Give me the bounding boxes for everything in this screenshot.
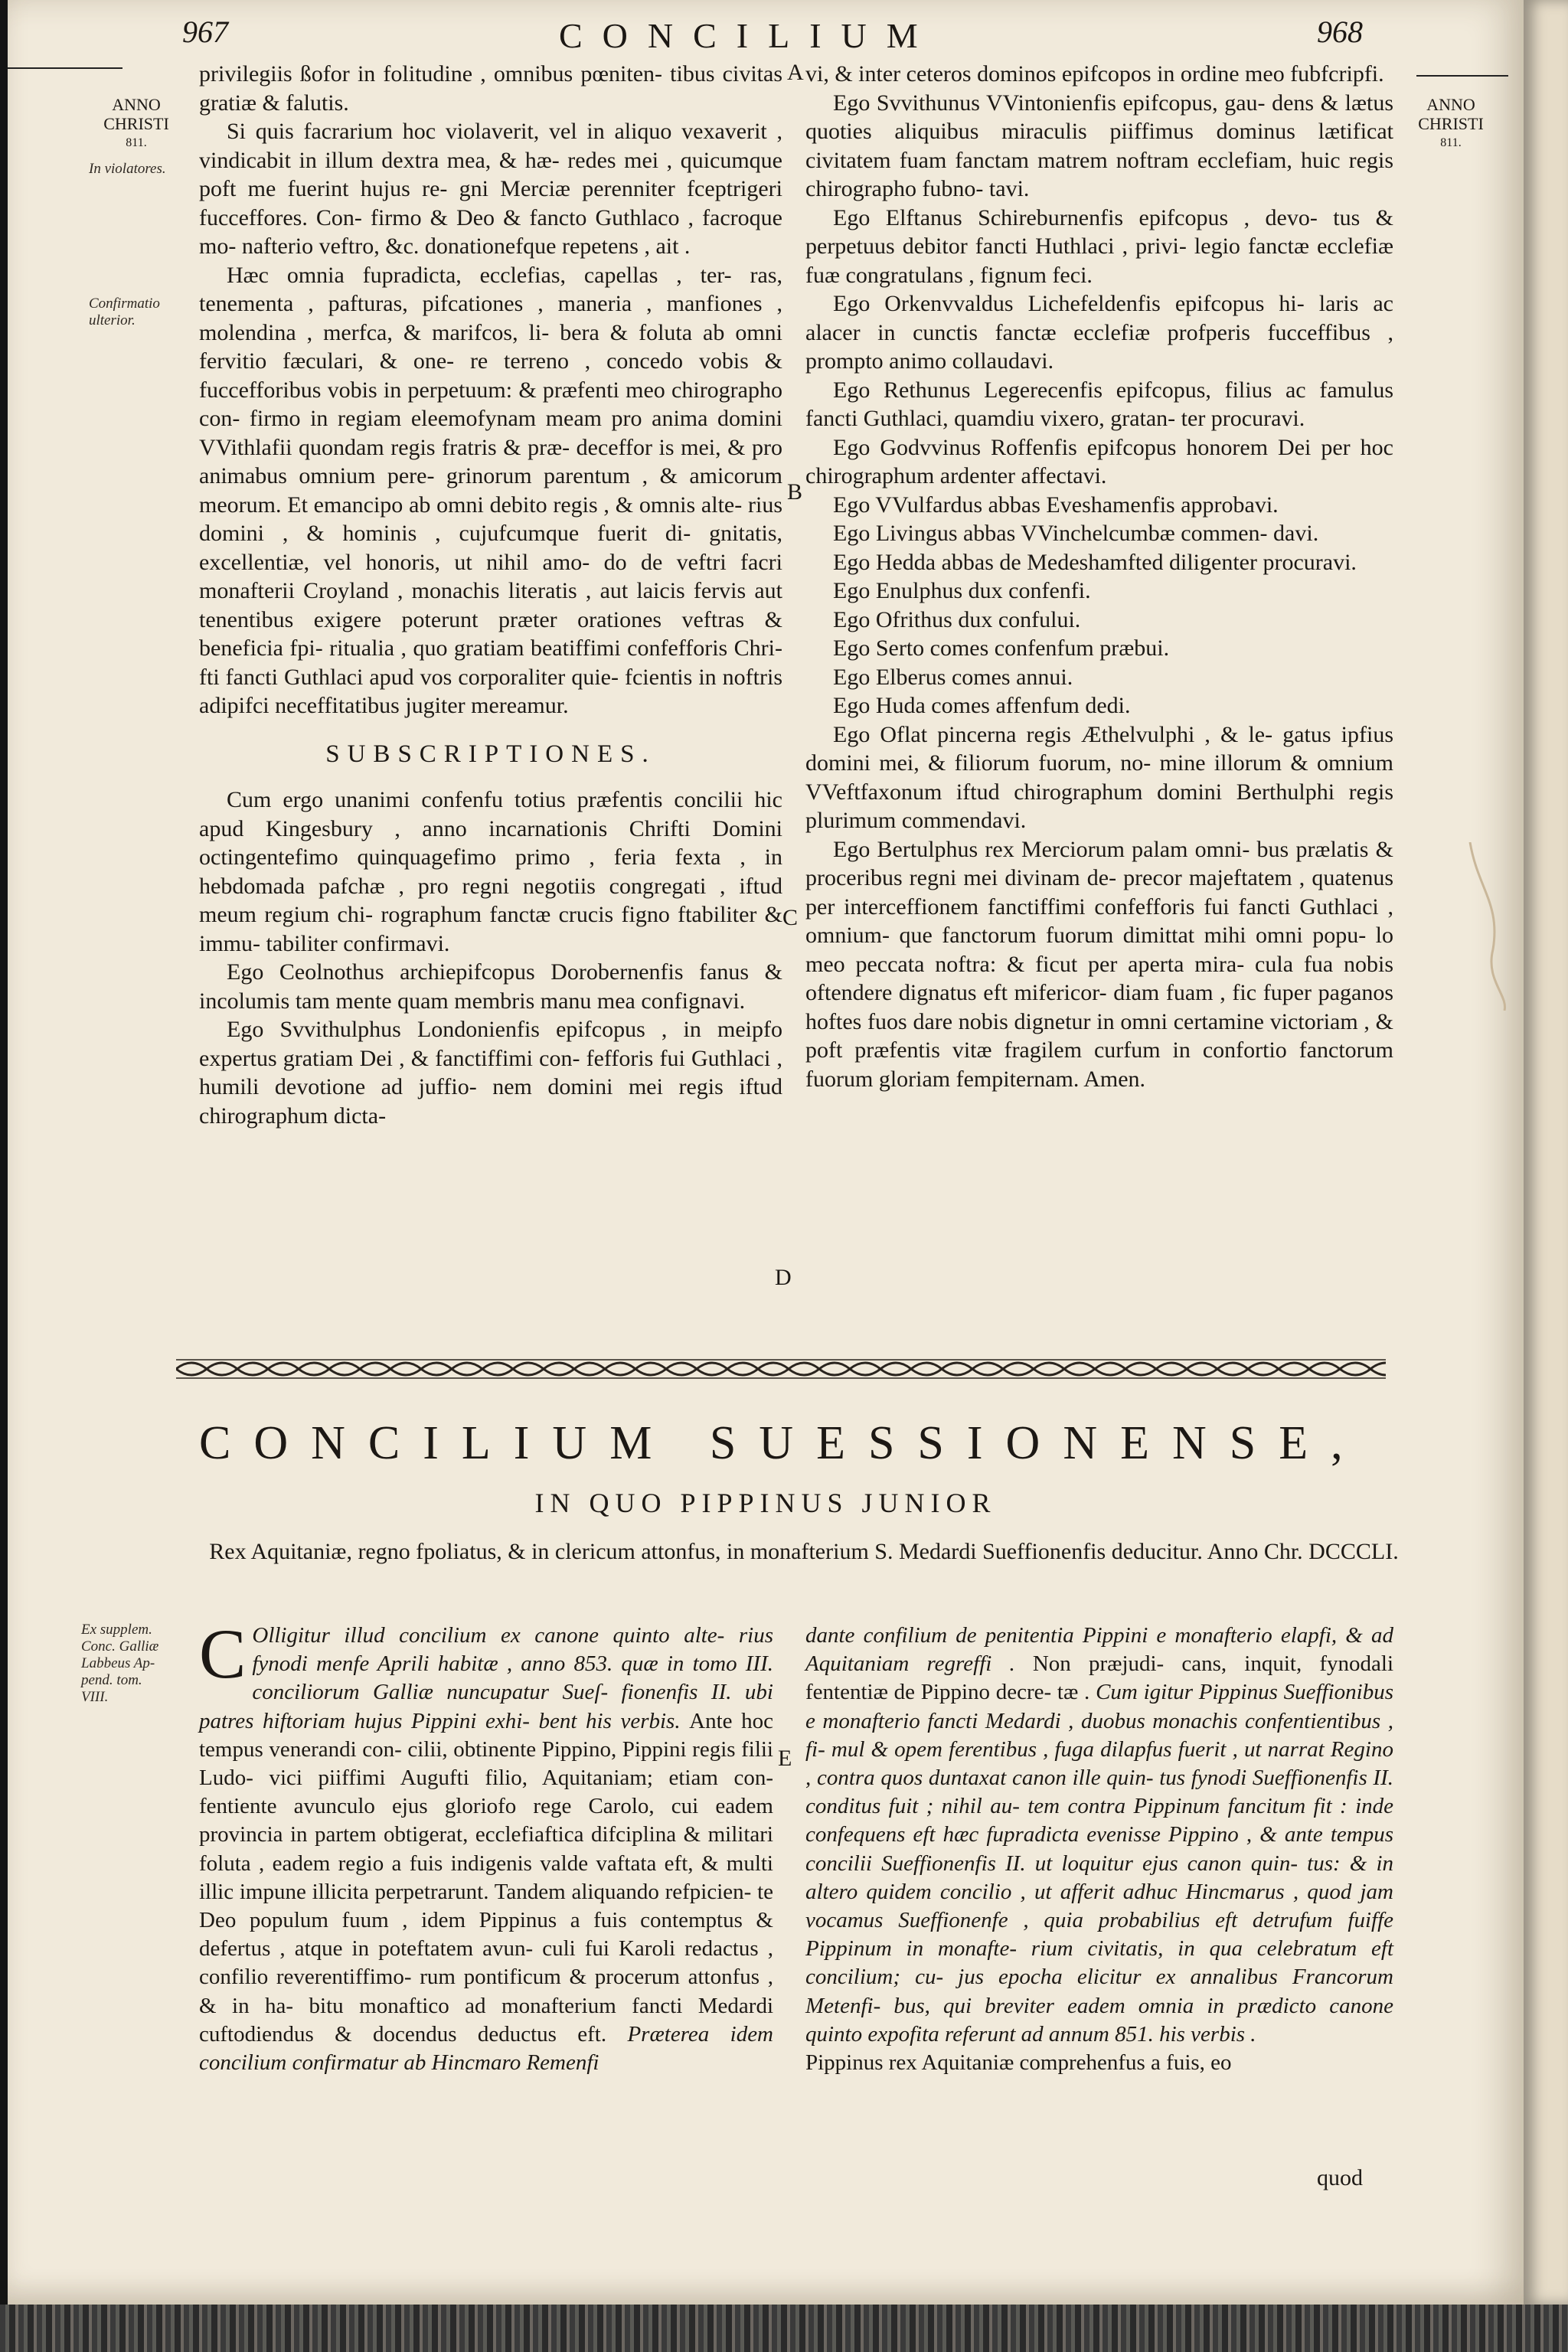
bookmark-string <box>1462 842 1516 1011</box>
year-number: 811. <box>1440 136 1462 149</box>
paragraph: privilegiis ßofor in folitudine , omnibus pœniten- tibus civitas gratiæ & falutis. <box>199 61 782 116</box>
section-description: Rex Aquitaniæ, regno fpoliatus, & in clericum attonfus, in monafterium S. Medardi Sueffionenfis deducitur. Anno Chr. DCCCLI. <box>209 1539 1399 1564</box>
running-head-title: CONCILIUM <box>559 16 938 55</box>
paragraph: Cum ergo unanimi confenfu totius præfentis concilii hic apud Kingesbury , anno incarnationis Chrifti Domini octingentefimo quinquagefimo primo , feria fexta , in hebdomada pafchæ , pro regni negotiis congregati , iftud meum regium chi- rographum fanctæ crucis figno ftabiliter & immu- tabiliter confirmavi. <box>199 787 782 956</box>
paragraph: Ego Huda comes affenfum dedi. <box>833 693 1131 718</box>
ornamental-rule <box>176 1354 1386 1384</box>
paragraph: Ego Oflat pincerna regis Æthelvulphi , & le- gatus ipfius domini mei, & filiorum fuorum, no- mine illorum & omnium VVeftfaxonum iftud chirographum domini Berthulphi regis plurimum commendavi. <box>805 721 1393 833</box>
italic-text: Olligitur illud concilium ex canone quinto alte- rius fynodi menfe Aprili habitæ , anno 853. quæ in tomo III. conciliorum Galliæ nuncupatur Sueſ- fionenfis II. ubi patres hiftoriam hujus Pippini exhi- bent his verbis. <box>199 1623 773 1733</box>
supplem-line: Conc. Galliæ <box>81 1638 159 1655</box>
paragraph: Ego Elftanus Schireburnenfis epifcopus , devo- tus & perpetuus debitor fancti Huthlaci , privi- legio fanctæ ecclefiæ fuæ congratulans , fignum feci. <box>805 204 1393 288</box>
anno-word: ANNO <box>112 95 161 114</box>
subscriptiones-heading: SUBSCRIPTIONES. <box>325 740 656 768</box>
supplem-line: Labbeus Ap- <box>81 1655 155 1671</box>
paragraph: Hæc omnia fupradicta, ecclefias, capellas , ter- ras, tenementa , pafturas, pifcationes , maneria , manfiones , molendina , merfca, & marifcos, li- bera & foluta ab omni fervitio fæculari, & one- re terreno , concedo vobis & fuccefforibus vobis in perpetuum: & præfenti meo chirographo con- firmo in regiam eleemofynam meam pro anima domini VVithlafii quondam regis fratris & præ- deceffor is mei, & pro animabus omnium pere- grinorum parentum , & amicorum meorum. Et emancipo ab omni debito regis , & omnis alte- rius domini , & hominis , cujufcumque fuerit di- gnitatis, excellentiæ, vel honoris, ut nihil amo- do de veftri facri monafterii Croyland , monachis literatis , aut laicis fervis aut tenentibus exigere poterunt præter orationes veftras & beneficia fpi- ritualia , quo gratiam beatiffimi confefforis Chri- fti fancti Guthlaci apud vos corporaliter quie- fcientis in noftris adipifci neceffitatibus jugiter mereamur. <box>199 262 782 718</box>
right-column <box>805 60 1393 1093</box>
paragraph: Ego Ceolnothus archiepifcopus Dorobernenfis fanus & incolumis tam mente quam membris manu mea confignavi. <box>199 959 782 1014</box>
margin-note-supplem <box>81 1622 188 1706</box>
supplem-line: Ex supplem. <box>81 1622 152 1638</box>
italic-text: dante confilium de penitentia Pippini e monafterio elapfi, & ad Aquitaniam regreffi . <box>805 1623 1393 1677</box>
paragraph: Ego Godvvinus Roffenfis epifcopus honorem Dei per hoc chirographum ardenter affectavi. <box>805 434 1393 488</box>
letter-mark-b: B <box>787 479 803 505</box>
confirmatio-line-1: Confirmatio <box>89 296 160 312</box>
letter-mark-d: D <box>775 1265 792 1290</box>
anno-word: ANNO <box>1426 95 1475 114</box>
paragraph: Ego Rethunus Legerecenfis epifcopus, filius ac famulus fancti Guthlaci, quamdiu vixero, gratan- ter procuravi. <box>805 377 1393 431</box>
italic-text: Præterea idem concilium confirmatur ab Hincmaro Remenfi <box>199 2021 774 2076</box>
roman-text: Ante hoc tempus venerandi con- cilii, obtinente Pippino, Pippini regis filii Ludo- vici piiffimi Augufti filio, Aquitaniam; etiam con- fentiente avunculo ejus gloriofo rege Carolo, cui eadem provincia in partem obtigerat, ecclefiaftica difciplina & militari foluta , eadem regio a fuis indigenis valde vaftata eft, & multi illic impune illicita perpetrarunt. Tandem aliquando refpicien- te Deo populum fuum , idem Pippinus a fuis contemptus & defertus , atque in poteftatem avun- culi fui Karoli redactus , confilio reverentiffimo- rum pontificum & procerum attonfus , & in ha- bitu monaftico ad monafterium fancti Medardi cuftodiendus & docendus deductus eft. <box>199 1708 774 2047</box>
paragraph: Ego Svvithulphus Londonienfis epifcopus , in meipfo expertus gratiam Dei , & fanctiffimi con- fefforis fui Guthlaci , humili devotione ad juffio- nem domini mei regis iftud chirographum dicta- <box>199 1017 782 1129</box>
paragraph: Ego Enulphus dux confenfi. <box>833 578 1091 603</box>
christi-word: CHRISTI <box>103 114 169 133</box>
bottom-left-column <box>199 1615 774 2077</box>
rule-right <box>1416 75 1508 77</box>
paragraph: Ego VVulfardus abbas Eveshamenfis approbavi. <box>833 492 1279 518</box>
page-number-left: 967 <box>182 15 228 49</box>
roman-text: Pippinus rex Aquitaniæ comprehenfus a fuis, eo <box>805 2050 1232 2076</box>
book-page <box>8 0 1524 2305</box>
section-subtitle: IN QUO PIPPINUS JUNIOR <box>534 1488 997 1518</box>
paragraph: Ego Svvithunus VVintonienfis epifcopus, gau- dens & lætus quoties aliquibus miraculis piiffimus dominus lætificat civitatem fuam fanctam matrem noftram ecclefiam, huic regis chirographo fubno- tavi. <box>805 90 1393 201</box>
paragraph: Ego Orkenvvaldus Lichefeldenfis epifcopus hi- laris ac alacer in cunctis fanctæ ecclefiæ profperis fucceffibus , prompto animo collaudavi. <box>805 291 1393 374</box>
paragraph: Ego Bertulphus rex Merciorum palam omni- bus prælatis & proceribus regni mei divinam de- precor majeftatem , quatenus per interceffionem fanctiffimi confefforis fui fancti Guthlaci , omnium- que fanctorum fuorum dimittat mihi omni popu- lo meo peccata noftra: & ficut per aperta mira- cula fua nobis oftendere dignatus eft mifericor- diam fuam , fic fuper paganos hoftes fuos dare nobis dignetur in omni certamine victoriam , & poft præfentis vitæ fragilem curfum in confortio fanctorum fuorum gloriam fempiternam. Amen. <box>805 836 1393 1092</box>
letter-mark-c: C <box>782 905 799 930</box>
confirmatio-line-2: ulterior. <box>89 312 136 328</box>
bottom-right-column <box>805 1622 1393 2077</box>
supplem-line: VIII. <box>81 1689 109 1705</box>
margin-anno-left <box>90 95 182 152</box>
left-column <box>199 60 782 1130</box>
paragraph: vi, & inter ceteros dominos epifcopos in ordine meo fubfcripfi. <box>805 61 1384 87</box>
paragraph: Ego Hedda abbas de Medeshamfted diligenter procuravi. <box>833 549 1357 575</box>
supplem-line: pend. tom. <box>81 1672 142 1688</box>
letter-mark-e: E <box>778 1746 792 1771</box>
paragraph: Ego Elberus comes annui. <box>833 664 1073 690</box>
paragraph: Ego Livingus abbas VVinchelcumbæ commen- davi. <box>833 521 1319 546</box>
catchword: quod <box>1317 2165 1363 2190</box>
roman-text: Non præjudi- cans, inquit, fynodali fententiæ de Pippino decre- tæ . <box>805 1651 1393 1705</box>
year-number: 811. <box>126 136 147 149</box>
next-page-edge <box>1524 0 1568 2305</box>
background-surface <box>0 2305 1568 2352</box>
rule-left <box>8 67 122 69</box>
margin-note-confirmatio <box>89 296 160 329</box>
christi-word: CHRISTI <box>1418 114 1484 133</box>
page-number-right: 968 <box>1317 15 1363 49</box>
section-title: CONCILIUM SUESSIONENSE, <box>199 1417 1366 1469</box>
italic-text: Cum igitur Pippinus Sueffionibus e monafterio fancti Medardi , duobus monachis confentientibus , fi- mul & opem ferentibus , fuga dilapfus fuerit , ut narrat Regino , contra quos duntaxat canon ille quin- tus fynodi Sueffionenfis II. conditus fuit ; nihil au- tem contra Pippinum fancitum fit : inde confequens eft hæc fupradicta evenisse Pippino , & ante tempus concilii Sueffionenfis II. ut loquitur ejus canon quin- tus: & in altero quidem concilio , ut afferit adhuc Hincmarus , quod jam vocamus Sueffionenfe , quia probabilius eft detrufum fuiffe Pippinum in monafte- rium civitatis, in qua celebratum eft concilium; cu- jus epocha elicitur ex annalibus Francorum Metenfi- bus, qui breviter eadem omnia in prædicto canone quinto expofita referunt ad annum 851. his verbis . <box>805 1680 1394 2047</box>
paragraph: Si quis facrarium hoc violaverit, vel in aliquo vexaverit , vindicabit in illum dextra mea, & hæ- redes mei , quicumque poft me fuerint hujus re- gni Merciæ perenniter fceptrigeri fucceffores. Con- firmo & Deo & fancto Guthlaco , facroque mo- nafterio veftro, &c. donationefque repetens , ait . <box>199 119 782 259</box>
paragraph: Ego Serto comes confenfum præbui. <box>833 635 1170 661</box>
margin-note-violatores: In violatores. <box>89 161 166 177</box>
paragraph: Ego Ofrithus dux confului. <box>833 606 1081 632</box>
letter-mark-a: A <box>787 60 804 85</box>
drop-capital: C <box>199 1615 247 1693</box>
margin-anno-right <box>1401 95 1501 152</box>
